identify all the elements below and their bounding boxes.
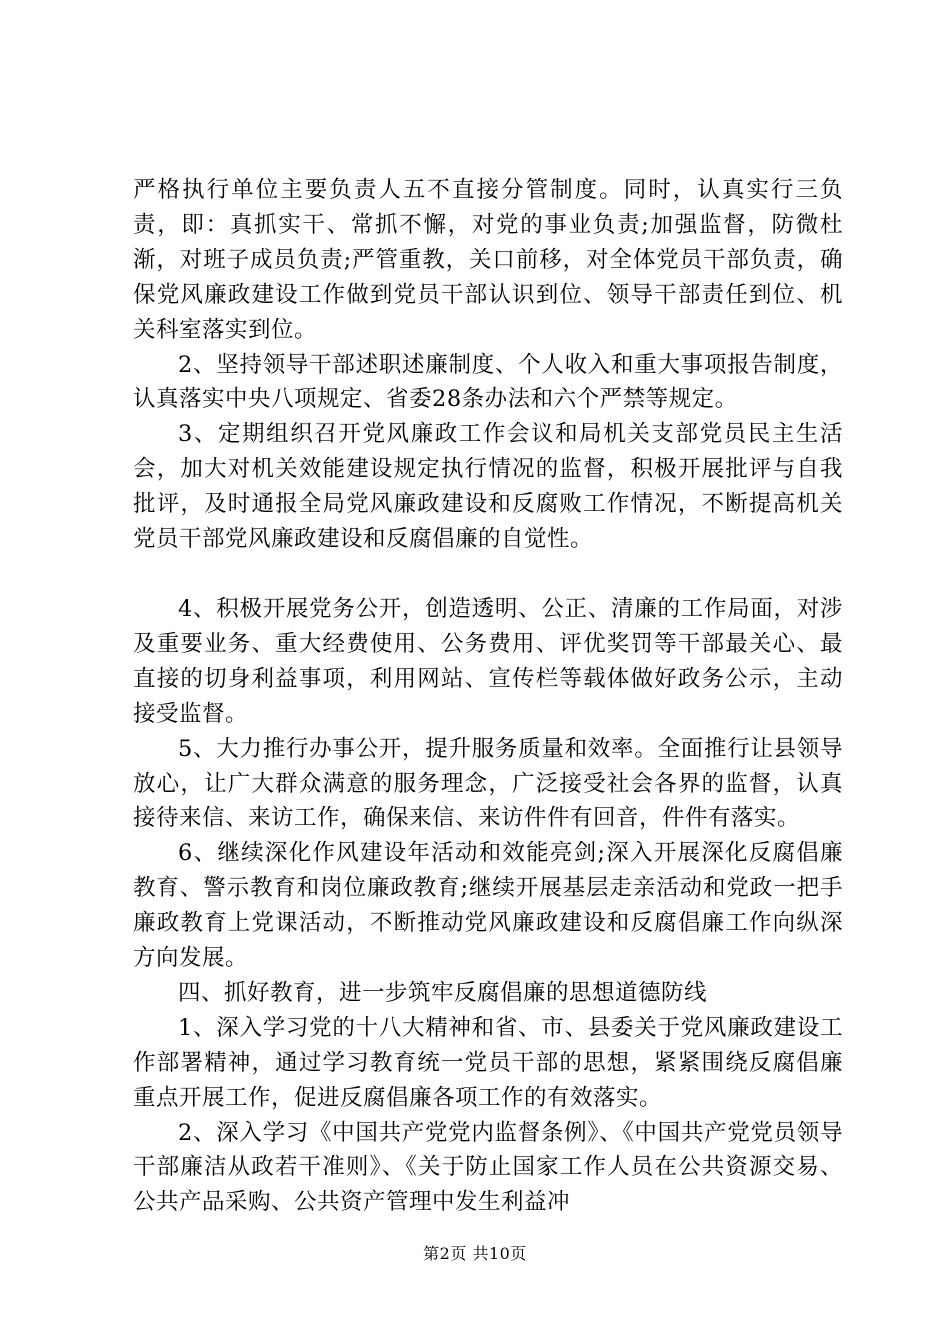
paragraph-section4-item-2: 2、深入学习《中国共产党党内监督条例》、《中国共产党党员领导干部廉洁从政若干准则》、《关于防止国家工作人员在公共资源交易、公共产品采购、公共资产管理中发生利益冲 <box>133 1119 843 1216</box>
paragraph-item-2: 2、坚持领导干部述职述廉制度、个人收入和重大事项报告制度，认真落实中央八项规定、省委28条办法和六个严禁等规定。 <box>133 351 843 413</box>
paragraph-item-5: 5、大力推行办事公开，提升服务质量和效率。全面推行让县领导放心，让广大群众满意的服务理念，广泛接受社会各界的监督，认真接待来信、来访工作，确保来信、来访件件有回音，件件有落实。 <box>133 735 843 832</box>
document-body <box>133 173 843 1220</box>
paragraph-item-6: 6、继续深化作风建设年活动和效能亮剑;深入开展深化反腐倡廉教育、警示教育和岗位廉政教育;继续开展基层走亲活动和党政一把手廉政教育上党课活动，不断推动党风廉政建设和反腐倡廉工作向纵深方向发展。 <box>133 840 843 972</box>
page-number-footer: 第2页 共10页 <box>423 1244 527 1263</box>
paragraph-item-4: 4、积极开展党务公开，创造透明、公正、清廉的工作局面，对涉及重要业务、重大经费使用、公务费用、评优奖罚等干部最关心、最直接的切身利益事项，利用网站、宣传栏等载体做好政务公示，主动接受监督。 <box>133 595 843 727</box>
section-heading-4: 四、抓好教育，进一步筑牢反腐倡廉的思想道德防线 <box>178 979 708 1006</box>
paragraph-section4-item-1: 1、深入学习党的十八大精神和省、市、县委关于党风廉政建设工作部署精神，通过学习教育统一党员干部的思想，紧紧围绕反腐倡廉重点开展工作，促进反腐倡廉各项工作的有效落实。 <box>133 1014 843 1111</box>
paragraph-continuation: 严格执行单位主要负责人五不直接分管制度。同时，认真实行三负责，即：真抓实干、常抓不懈，对党的事业负责;加强监督，防微杜渐，对班子成员负责;严管重教，关口前移，对全体党员干部负责，确保党风廉政建设工作做到党员干部认识到位、领导干部责任到位、机关科室落实到位。 <box>133 177 843 343</box>
paragraph-item-3: 3、定期组织召开党风廉政工作会议和局机关支部党员民主生活会，加大对机关效能建设规定执行情况的监督，积极开展批评与自我批评，及时通报全局党风廉政建设和反腐败工作情况，不断提高机关党员干部党风廉政建设和反腐倡廉的自觉性。 <box>133 421 843 553</box>
